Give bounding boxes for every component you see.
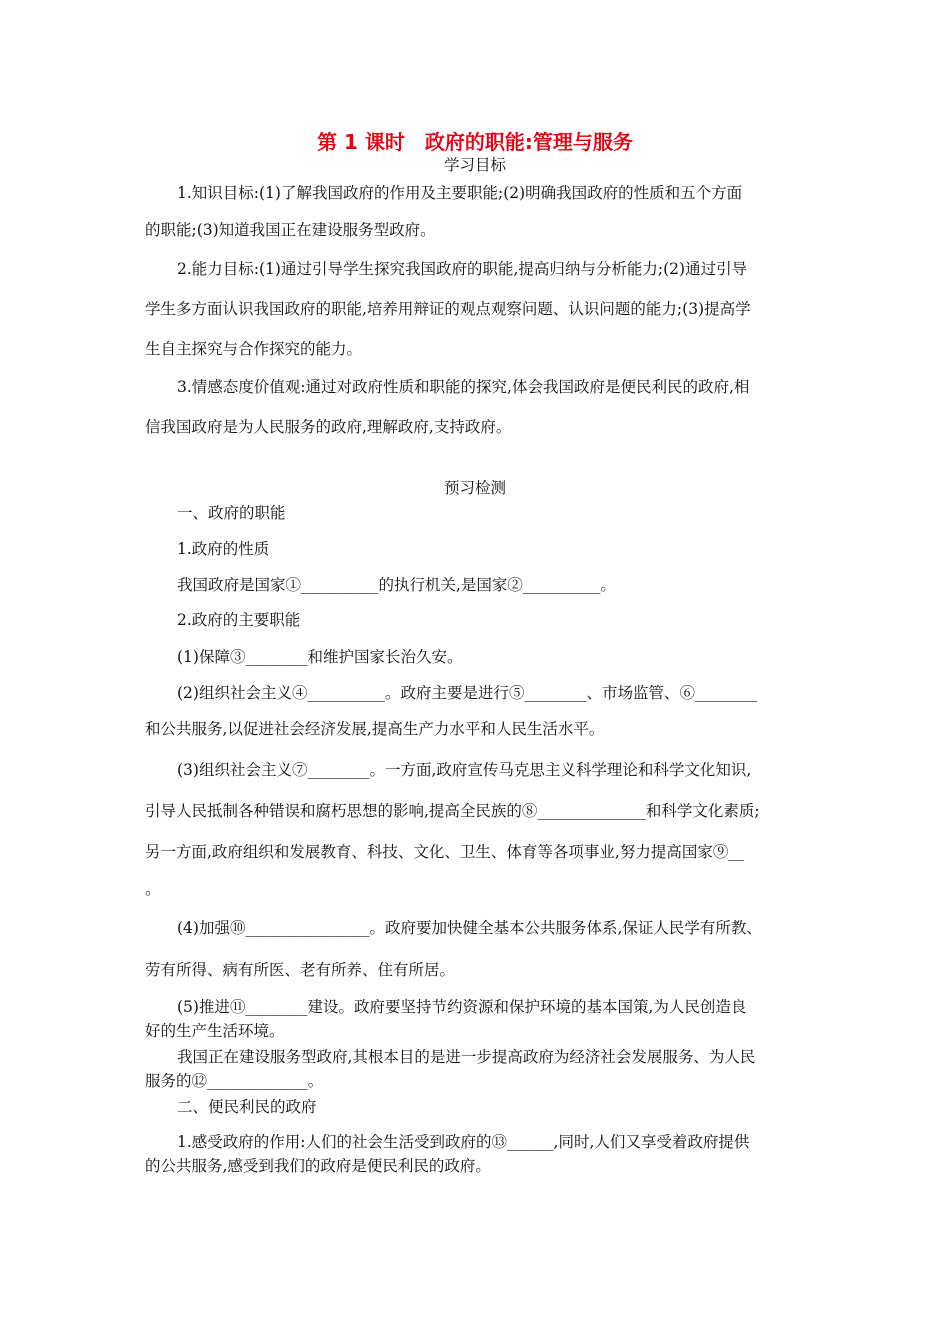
subheading-nature: 1.政府的性质	[177, 540, 270, 558]
nature-line: 我国政府是国家①__________的执行机关,是国家②__________。	[177, 576, 616, 594]
benefit-1-line-2: 的公共服务,感受到我们的政府是便民利民的政府。	[145, 1157, 491, 1175]
goal-3-line-1: 3.情感态度价值观:通过对政府性质和职能的探究,体会我国政府是便民利民的政府,相	[177, 378, 750, 396]
function-5-line-1: (5)推进⑪________建设。政府要坚持节约资源和保护环境的基本国策,为人民创造良	[177, 998, 747, 1016]
goal-3-line-2: 信我国政府是为人民服务的政府,理解政府,支持政府。	[145, 418, 512, 436]
benefit-1-line-1: 1.感受政府的作用:人们的社会生活受到政府的⑬______,同时,人们又享受着政府提供	[177, 1133, 750, 1151]
section-heading-preview: 预习检测	[443, 479, 506, 497]
function-5-line-2: 好的生产生活环境。	[145, 1022, 285, 1040]
function-4-line-2: 劳有所得、病有所医、老有所养、住有所居。	[145, 961, 456, 979]
page-title: 第 1 课时 政府的职能:管理与服务	[317, 130, 633, 154]
goal-2-line-3: 生自主探究与合作探究的能力。	[145, 340, 363, 358]
heading-government-functions: 一、政府的职能	[177, 504, 286, 522]
function-3-line-2: 引导人民抵制各种错误和腐朽思想的影响,提高全民族的⑧______________和科学文化素质;	[145, 802, 760, 820]
function-3-line-1: (3)组织社会主义⑦________。一方面,政府宣传马克思主义科学理论和科学文化知识,	[177, 761, 752, 779]
section-heading-goals: 学习目标	[443, 156, 506, 174]
function-3-line-3: 另一方面,政府组织和发展教育、科技、文化、卫生、体育等各项事业,努力提高国家⑨__	[145, 843, 744, 861]
goal-1-line-2: 的职能;(3)知道我国正在建设服务型政府。	[145, 221, 436, 239]
heading-convenient-government: 二、便民利民的政府	[177, 1098, 317, 1116]
function-2-line-2: 和公共服务,以促进社会经济发展,提高生产力水平和人民生活水平。	[145, 720, 605, 738]
function-4-line-1: (4)加强⑩________________。政府要加快健全基本公共服务体系,保证人民学有所教、	[177, 919, 762, 937]
goal-2-line-2: 学生多方面认识我国政府的职能,培养用辩证的观点观察问题、认识问题的能力;(3)提高学	[145, 300, 751, 318]
function-3-line-4: 。	[145, 880, 161, 898]
goal-1-line-1: 1.知识目标:(1)了解我国政府的作用及主要职能;(2)明确我国政府的性质和五个方面	[177, 184, 743, 202]
function-1: (1)保障③________和维护国家长治久安。	[177, 648, 463, 666]
goal-2-line-1: 2.能力目标:(1)通过引导学生探究我国政府的职能,提高归纳与分析能力;(2)通过引导	[177, 260, 748, 278]
service-government-line-1: 我国正在建设服务型政府,其根本目的是进一步提高政府为经济社会发展服务、为人民	[177, 1048, 756, 1066]
subheading-main-functions: 2.政府的主要职能	[177, 611, 301, 629]
service-government-line-2: 服务的⑫_____________。	[145, 1072, 324, 1090]
function-2-line-1: (2)组织社会主义④__________。政府主要是进行⑤________、市场监管、⑥________	[177, 684, 757, 702]
